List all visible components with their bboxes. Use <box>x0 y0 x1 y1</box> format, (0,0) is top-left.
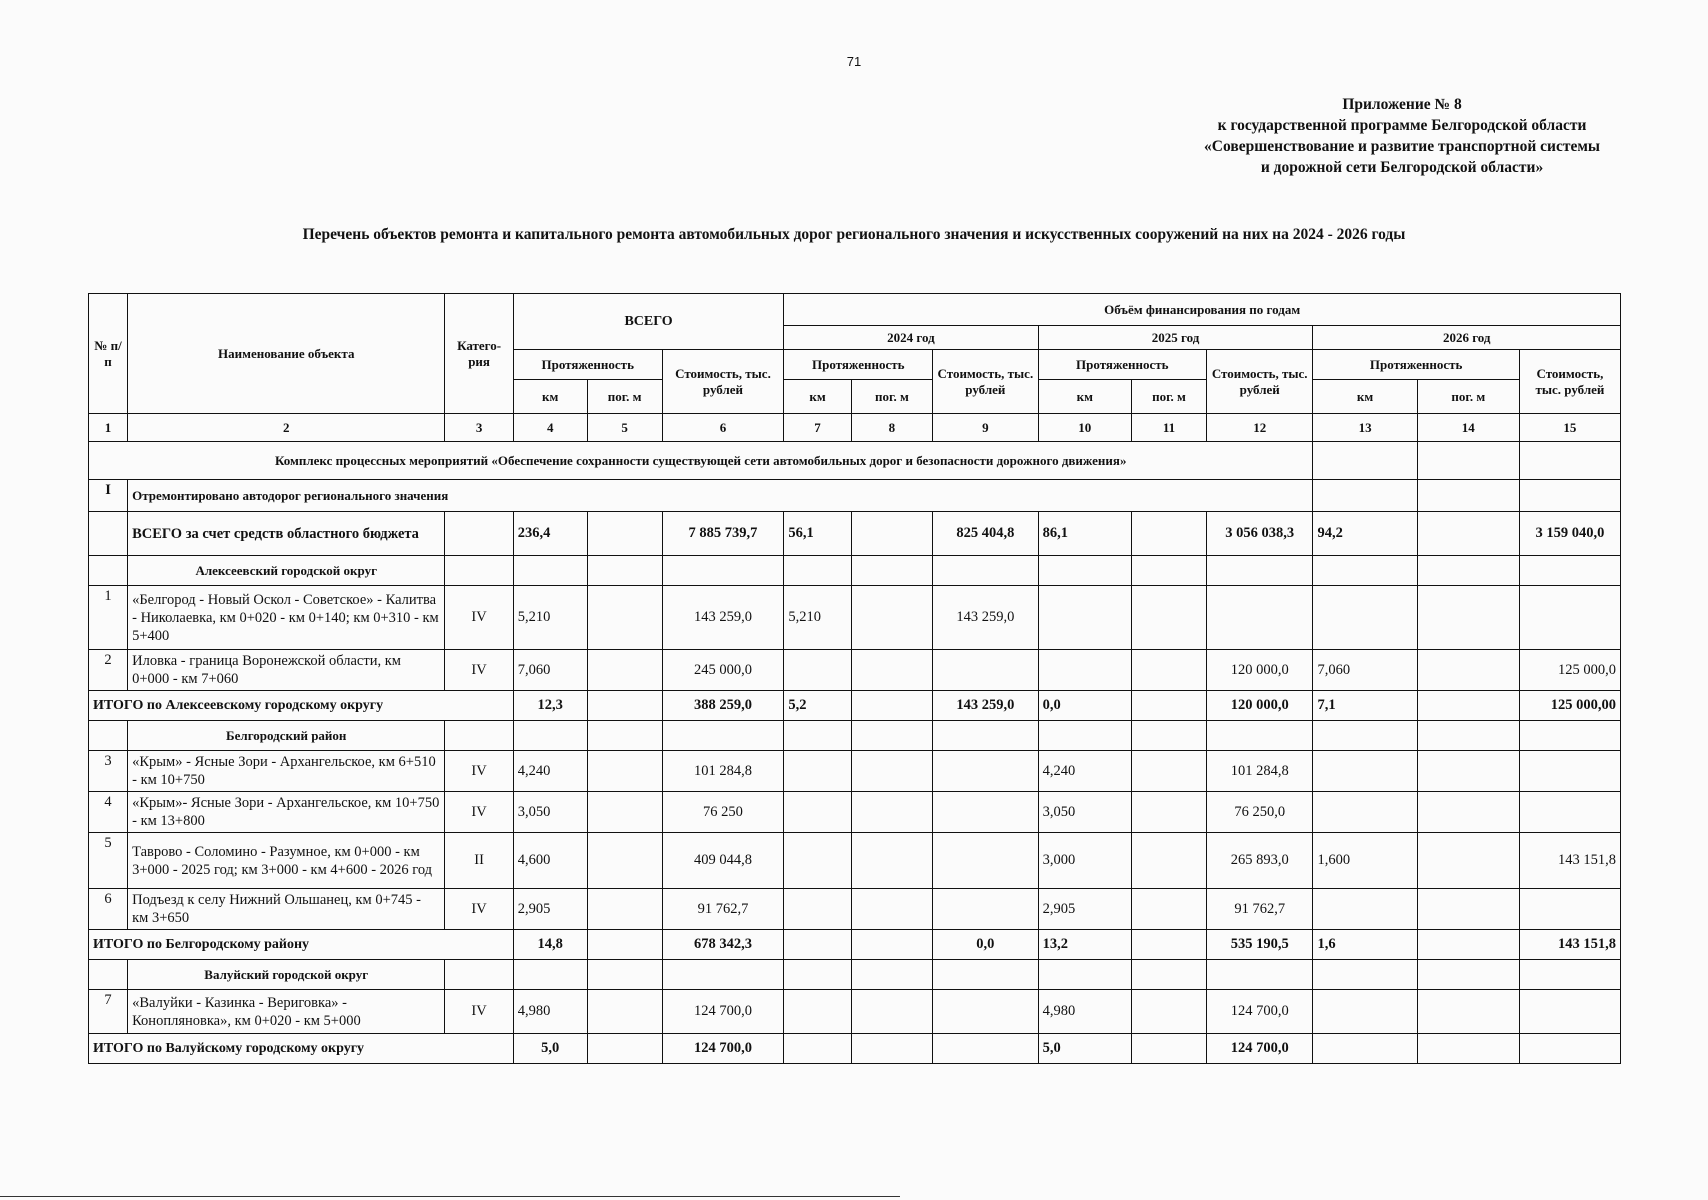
header-category: Катего-рия <box>445 294 513 414</box>
district-name: Алексеевский городской округ <box>128 556 445 586</box>
row-cost: 245 000,0 <box>662 650 784 691</box>
subtotal-cost-2024: 143 259,0 <box>933 691 1038 721</box>
row-cost-2026 <box>1519 792 1620 833</box>
header-km: км <box>784 380 851 414</box>
header-2025: 2025 год <box>1038 326 1313 350</box>
subtotal-cost-2026: 125 000,00 <box>1519 691 1620 721</box>
row-cost: 76 250 <box>662 792 784 833</box>
subtotal-km-2025: 0,0 <box>1038 691 1131 721</box>
header-pogm: пог. м <box>1132 380 1207 414</box>
header-length-2025: Протяженность <box>1038 350 1206 380</box>
row-cost: 409 044,8 <box>662 833 784 889</box>
row-name: «Крым» - Ясные Зори - Архангельское, км 6+510 - км 10+750 <box>128 751 445 792</box>
row-cost: 101 284,8 <box>662 751 784 792</box>
table-row <box>89 751 1621 792</box>
row-cost-2025: 101 284,8 <box>1206 751 1312 792</box>
district-header-row <box>89 721 1621 751</box>
row-num: 6 <box>89 889 128 930</box>
col-number: 9 <box>933 414 1038 442</box>
section-row <box>89 480 1621 512</box>
row-cost-2026: 143 151,8 <box>1519 833 1620 889</box>
col-number: 3 <box>445 414 513 442</box>
row-cost-2024: 143 259,0 <box>933 586 1038 650</box>
grand-total-km: 236,4 <box>513 512 587 556</box>
subtotal-cost-2024: 0,0 <box>933 930 1038 960</box>
row-cost-2024 <box>933 833 1038 889</box>
grand-total-cost-2025: 3 056 038,3 <box>1206 512 1312 556</box>
header-num: № п/п <box>89 294 128 414</box>
row-cost-2025: 120 000,0 <box>1206 650 1312 691</box>
row-km-2024 <box>784 650 851 691</box>
row-km-2024 <box>784 990 851 1034</box>
grand-total-km-2024: 56,1 <box>784 512 851 556</box>
table-row <box>89 833 1621 889</box>
col-number: 10 <box>1038 414 1131 442</box>
subtotal-cost-2026: 143 151,8 <box>1519 930 1620 960</box>
row-name: Иловка - граница Воронежской области, км 0+000 - км 7+060 <box>128 650 445 691</box>
row-category: IV <box>445 650 513 691</box>
subtotal-cost-2024 <box>933 1034 1038 1064</box>
col-number: 4 <box>513 414 587 442</box>
row-category: IV <box>445 751 513 792</box>
row-km-2025 <box>1038 586 1131 650</box>
row-km: 5,210 <box>513 586 587 650</box>
appendix-line-1: Приложение № 8 <box>1342 96 1462 113</box>
grand-total-row <box>89 512 1621 556</box>
header-cost-total: Стоимость, тыс. рублей <box>662 350 784 414</box>
row-cost-2025: 265 893,0 <box>1206 833 1312 889</box>
row-km: 7,060 <box>513 650 587 691</box>
subtotal-km-2024 <box>784 930 851 960</box>
row-cost-2026 <box>1519 889 1620 930</box>
subtotal-km-2025: 13,2 <box>1038 930 1131 960</box>
row-num: 4 <box>89 792 128 833</box>
row-km-2024 <box>784 751 851 792</box>
row-km-2025: 3,000 <box>1038 833 1131 889</box>
col-number: 2 <box>128 414 445 442</box>
header-total: ВСЕГО <box>513 294 784 350</box>
row-km-2026 <box>1313 889 1417 930</box>
row-name: Таврово - Соломино - Разумное, км 0+000 - км 3+000 - 2025 год; км 3+000 - км 4+600 - 2026 год <box>128 833 445 889</box>
row-num: 2 <box>89 650 128 691</box>
appendix-line-2: к государственной программе Белгородской области <box>1217 117 1587 134</box>
subtotal-km: 12,3 <box>513 691 587 721</box>
row-km-2026: 7,060 <box>1313 650 1417 691</box>
row-cost: 124 700,0 <box>662 990 784 1034</box>
subtotal-km-2026: 7,1 <box>1313 691 1417 721</box>
subtotal-cost: 388 259,0 <box>662 691 784 721</box>
header-length-total: Протяженность <box>513 350 662 380</box>
col-number: 8 <box>851 414 932 442</box>
row-km-2026: 1,600 <box>1313 833 1417 889</box>
row-cost-2026 <box>1519 586 1620 650</box>
grand-total-km-2025: 86,1 <box>1038 512 1131 556</box>
row-cost-2025: 124 700,0 <box>1206 990 1312 1034</box>
row-km-2025: 3,050 <box>1038 792 1131 833</box>
row-num: 3 <box>89 751 128 792</box>
section-label: Отремонтировано автодорог регионального значения <box>128 480 1313 512</box>
row-km-2025: 2,905 <box>1038 889 1131 930</box>
subtotal-km-2025: 5,0 <box>1038 1034 1131 1064</box>
appendix-header <box>1204 94 1600 178</box>
row-km-2024 <box>784 833 851 889</box>
district-name: Валуйский городской округ <box>128 960 445 990</box>
header-cost-2026: Стоимость, тыс. рублей <box>1519 350 1620 414</box>
row-cost-2024 <box>933 990 1038 1034</box>
row-num: 5 <box>89 833 128 889</box>
subtotal-label: ИТОГО по Валуйскому городскому округу <box>89 1034 514 1064</box>
bottom-rule <box>0 1196 900 1197</box>
header-pogm: пог. м <box>851 380 932 414</box>
subtotal-label: ИТОГО по Алексеевскому городскому округу <box>89 691 514 721</box>
col-number: 12 <box>1206 414 1312 442</box>
row-category: IV <box>445 990 513 1034</box>
row-cost-2025 <box>1206 586 1312 650</box>
row-name: «Белгород - Новый Оскол - Советское» - Калитва - Николаевка, км 0+020 - км 0+140; км 0+310 - км 5+400 <box>128 586 445 650</box>
subtotal-km-2026 <box>1313 1034 1417 1064</box>
row-cost-2025: 91 762,7 <box>1206 889 1312 930</box>
subtotal-label: ИТОГО по Белгородскому району <box>89 930 514 960</box>
row-category: IV <box>445 792 513 833</box>
table-row <box>89 792 1621 833</box>
header-2024: 2024 год <box>784 326 1038 350</box>
row-km-2024 <box>784 792 851 833</box>
header-pogm: пог. м <box>1417 380 1519 414</box>
subtotal-row <box>89 930 1621 960</box>
header-name: Наименование объекта <box>128 294 445 414</box>
subtotal-row <box>89 691 1621 721</box>
appendix-line-3: «Совершенствование и развитие транспортной системы <box>1204 138 1600 155</box>
row-name: Подъезд к селу Нижний Ольшанец, км 0+745 - км 3+650 <box>128 889 445 930</box>
complex-title: Комплекс процессных мероприятий «Обеспечение сохранности существующей сети автомобильных дорог и безопасности дорожного движения» <box>89 442 1313 480</box>
row-category: IV <box>445 586 513 650</box>
header-km: км <box>1313 380 1417 414</box>
row-cost-2024 <box>933 650 1038 691</box>
subtotal-cost: 678 342,3 <box>662 930 784 960</box>
row-km-2024 <box>784 889 851 930</box>
table-row <box>89 650 1621 691</box>
subtotal-cost-2025: 535 190,5 <box>1206 930 1312 960</box>
row-category: IV <box>445 889 513 930</box>
table-row <box>89 586 1621 650</box>
header-funding: Объём финансирования по годам <box>784 294 1621 326</box>
row-cost: 91 762,7 <box>662 889 784 930</box>
row-km: 4,600 <box>513 833 587 889</box>
column-numbers-row <box>89 414 1621 442</box>
row-km-2026 <box>1313 792 1417 833</box>
section-num: I <box>89 480 128 512</box>
header-length-2024: Протяженность <box>784 350 933 380</box>
objects-table <box>88 293 1621 1064</box>
col-number: 1 <box>89 414 128 442</box>
appendix-line-4: и дорожной сети Белгородской области» <box>1260 159 1544 176</box>
row-cost-2025: 76 250,0 <box>1206 792 1312 833</box>
grand-total-cost-2024: 825 404,8 <box>933 512 1038 556</box>
header-km: км <box>1038 380 1131 414</box>
grand-total-label: ВСЕГО за счет средств областного бюджета <box>128 512 445 556</box>
table-header <box>89 294 1621 442</box>
table-body <box>89 442 1621 1064</box>
subtotal-cost-2025: 124 700,0 <box>1206 1034 1312 1064</box>
row-km-2026 <box>1313 586 1417 650</box>
district-name: Белгородский район <box>128 721 445 751</box>
subtotal-cost: 124 700,0 <box>662 1034 784 1064</box>
row-km: 3,050 <box>513 792 587 833</box>
row-num: 1 <box>89 586 128 650</box>
row-km: 4,240 <box>513 751 587 792</box>
subtotal-km-2024 <box>784 1034 851 1064</box>
grand-total-cost-2026: 3 159 040,0 <box>1519 512 1620 556</box>
col-number: 7 <box>784 414 851 442</box>
row-cost-2024 <box>933 889 1038 930</box>
page-number: 71 <box>846 54 862 69</box>
subtotal-km: 5,0 <box>513 1034 587 1064</box>
header-length-2026: Протяженность <box>1313 350 1519 380</box>
subtotal-km-2024: 5,2 <box>784 691 851 721</box>
table-row <box>89 889 1621 930</box>
table-row <box>89 990 1621 1034</box>
grand-total-cost: 7 885 739,7 <box>662 512 784 556</box>
subtotal-km: 14,8 <box>513 930 587 960</box>
col-number: 11 <box>1132 414 1207 442</box>
row-km-2026 <box>1313 990 1417 1034</box>
row-cost: 143 259,0 <box>662 586 784 650</box>
subtotal-cost-2025: 120 000,0 <box>1206 691 1312 721</box>
col-number: 5 <box>587 414 662 442</box>
header-2026: 2026 год <box>1313 326 1621 350</box>
district-header-row <box>89 556 1621 586</box>
grand-total-km-2026: 94,2 <box>1313 512 1417 556</box>
row-km-2024: 5,210 <box>784 586 851 650</box>
row-cost-2026: 125 000,0 <box>1519 650 1620 691</box>
row-km-2025: 4,980 <box>1038 990 1131 1034</box>
col-number: 15 <box>1519 414 1620 442</box>
row-km-2026 <box>1313 751 1417 792</box>
row-km-2025: 4,240 <box>1038 751 1131 792</box>
row-cost-2026 <box>1519 990 1620 1034</box>
subtotal-cost-2026 <box>1519 1034 1620 1064</box>
row-num: 7 <box>89 990 128 1034</box>
subtotal-km-2026: 1,6 <box>1313 930 1417 960</box>
col-number: 6 <box>662 414 784 442</box>
header-cost-2024: Стоимость, тыс. рублей <box>933 350 1038 414</box>
row-km-2025 <box>1038 650 1131 691</box>
subtotal-row <box>89 1034 1621 1064</box>
header-cost-2025: Стоимость, тыс. рублей <box>1206 350 1312 414</box>
header-pogm: пог. м <box>587 380 662 414</box>
row-name: «Крым»- Ясные Зори - Архангельское, км 10+750 - км 13+800 <box>128 792 445 833</box>
row-cost-2026 <box>1519 751 1620 792</box>
col-number: 14 <box>1417 414 1519 442</box>
row-km: 2,905 <box>513 889 587 930</box>
district-header-row <box>89 960 1621 990</box>
row-cost-2024 <box>933 751 1038 792</box>
row-name: «Валуйки - Казинка - Вериговка» - Коноплянoвка», км 0+020 - км 5+000 <box>128 990 445 1034</box>
header-km: км <box>513 380 587 414</box>
col-number: 13 <box>1313 414 1417 442</box>
row-cost-2024 <box>933 792 1038 833</box>
row-category: II <box>445 833 513 889</box>
complex-row <box>89 442 1621 480</box>
row-km: 4,980 <box>513 990 587 1034</box>
document-title: Перечень объектов ремонта и капитального ремонта автомобильных дорог регионального значения и искусственных сооружений на них на 2024 - 2026 годы <box>302 226 1406 243</box>
